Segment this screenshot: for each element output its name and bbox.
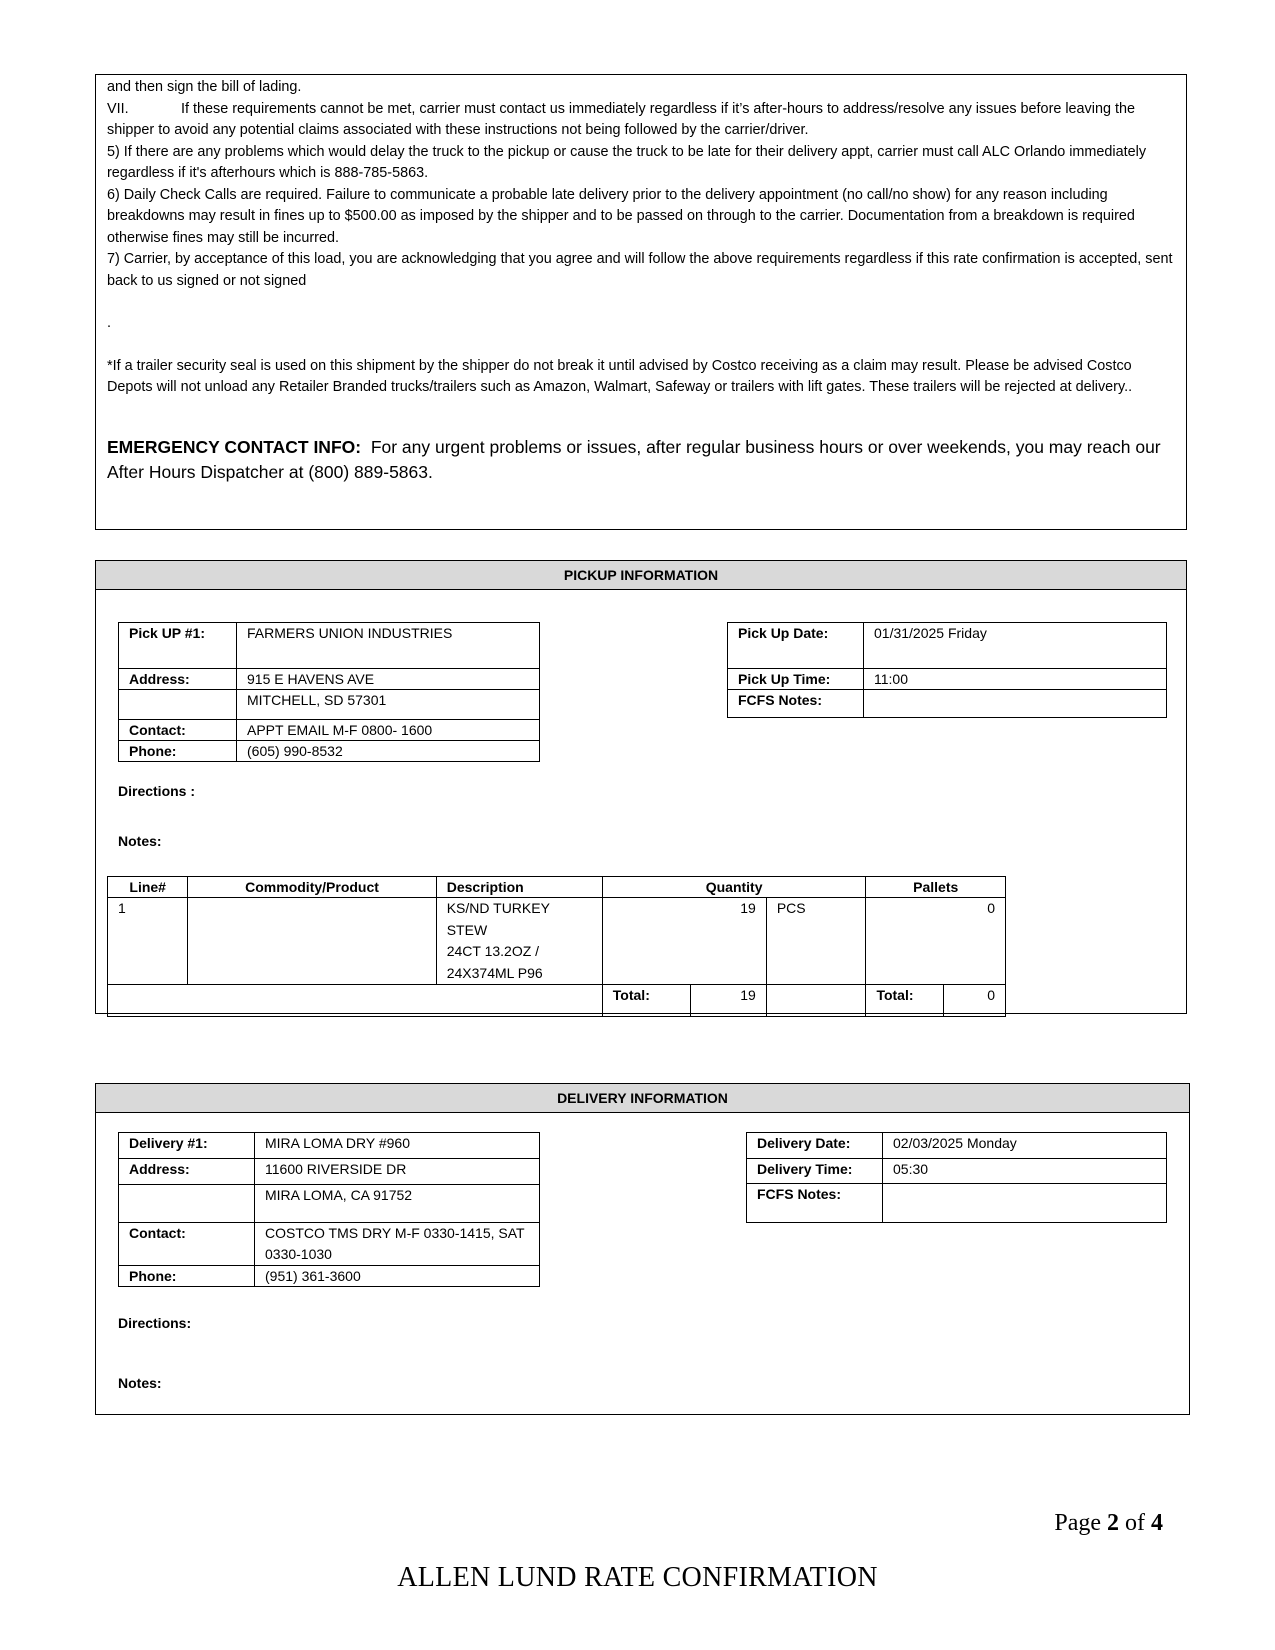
delivery-contact-value: COSTCO TMS DRY M-F 0330-1415, SAT 0330-1030 [255,1223,540,1266]
page-prefix: Page [1054,1510,1101,1536]
emergency-text: For any urgent problems or issues, after regular business hours or over weekends, you may reach our After Hours Dispatcher at (800) 889-5863. [107,436,1161,482]
empty-cell [766,985,866,1017]
pickup-address-line1: 915 E HAVENS AVE [237,669,540,690]
page-current: 2 [1107,1510,1119,1536]
terms-item-5: 5) If there are any problems which would delay the truck to the pickup or cause the truck to be late for their delivery appt, carrier must call ALC Orlando immediately regardless if it's afterhours which is 888-785-5863. [107,143,1147,181]
delivery-date-table [746,1132,1167,1223]
pickup-time-value: 11:00 [864,669,1167,690]
spacer [107,335,1175,356]
row-description [436,898,602,985]
terms-item-vii-text: If these requirements cannot be met, carrier must contact us immediately regardless if it’s after-hours to address/resolve any issues before leaving the shipper to avoid any potential claims associated with these instructions not being followed by the carrier/driver. [107,100,1135,138]
pickup-date-value: 01/31/2025 Friday [864,623,1167,669]
delivery-time-label: Delivery Time: [747,1159,883,1184]
pickup-notes-label: Notes: [118,833,162,849]
page-of: of [1125,1510,1145,1536]
delivery-header: DELIVERY INFORMATION [96,1084,1189,1113]
pickup-stop-value: FARMERS UNION INDUSTRIES [237,623,540,669]
table-row [108,898,1006,985]
pickup-stop-table [118,622,540,762]
pickup-phone-value: (605) 990-8532 [237,741,540,762]
terms-dot: . [107,315,111,331]
total-quantity: 19 [691,985,766,1017]
row-unit: PCS [766,898,866,985]
delivery-phone-value: (951) 361-3600 [255,1266,540,1287]
terms-item-7: 7) Carrier, by acceptance of this load, you are acknowledging that you agree and will follow the above requirements regardless if this rate confirmation is accepted, sent back to us signed or not signed [107,251,1173,289]
pickup-contact-label: Contact: [119,720,237,741]
total-pallets: 0 [943,985,1005,1017]
empty-cell [119,1185,255,1223]
pickup-items-table [107,876,1006,1017]
delivery-address-line2: MIRA LOMA, CA 91752 [255,1185,540,1223]
row-description-line: 24X374ML P96 [446,964,543,981]
pickup-address-label: Address: [119,669,237,690]
terms-line: and then sign the bill of lading. [107,79,302,95]
col-line: Line# [108,877,188,898]
seal-note: *If a trailer security seal is used on this shipment by the shipper do not break it until advised by Costco receiving as a claim may result. Please be advised Costco Depots will not unload any Retailer Branded trucks/trailers such as Amazon, Walmart, Safeway or trailers with lift gates. These trailers will be rejected at delivery.. [107,357,1133,395]
emergency-contact [107,435,1175,485]
empty-cell [108,985,603,1017]
terms-item-6: 6) Daily Check Calls are required. Failure to communicate a probable late delivery prior to the delivery appointment (no call/no show) for any reason including breakdowns may result in fines up to $500.00 as imposed by the shipper and to be passed on through to the carrier. Documentation from a breakdown is required otherwise fines may still be incurred. [107,186,1135,246]
pickup-fcfs-label: FCFS Notes: [728,690,864,718]
pickup-header: PICKUP INFORMATION [96,561,1186,590]
row-quantity: 19 [602,898,766,985]
delivery-address-line1: 11600 RIVERSIDE DR [255,1159,540,1185]
page-number [1054,1510,1163,1537]
delivery-stop-table [118,1132,540,1287]
spacer [107,292,1175,313]
roman-numeral: VII. [107,100,129,117]
document-title: ALLEN LUND RATE CONFIRMATION [397,1562,878,1593]
row-line: 1 [108,898,188,985]
delivery-notes-label: Notes: [118,1375,162,1391]
page-total: 4 [1151,1510,1163,1536]
delivery-date-label: Delivery Date: [747,1133,883,1159]
col-quantity: Quantity [602,877,866,898]
pickup-directions-label: Directions : [118,783,196,799]
delivery-fcfs-value [883,1184,1167,1223]
row-commodity [188,898,436,985]
empty-cell [119,690,237,720]
requirements-box [95,74,1187,530]
delivery-stop-value: MIRA LOMA DRY #960 [255,1133,540,1159]
delivery-date-value: 02/03/2025 Monday [883,1133,1167,1159]
pickup-time-label: Pick Up Time: [728,669,864,690]
pickup-contact-value: APPT EMAIL M-F 0800- 1600 [237,720,540,741]
delivery-time-value: 05:30 [883,1159,1167,1184]
row-description-line: 24CT 13.2OZ / [446,943,540,959]
emergency-label: EMERGENCY CONTACT INFO: [107,436,362,457]
total-pallets-label: Total: [866,985,943,1017]
col-description: Description [436,877,602,898]
row-description-line: KS/ND TURKEY STEW [446,900,550,938]
pickup-phone-label: Phone: [119,741,237,762]
pickup-date-table [727,622,1167,718]
pickup-address-line2: MITCHELL, SD 57301 [237,690,540,720]
total-quantity-label: Total: [602,985,691,1017]
col-pallets: Pallets [866,877,1006,898]
delivery-phone-label: Phone: [119,1266,255,1287]
delivery-fcfs-label: FCFS Notes: [747,1184,883,1223]
delivery-address-label: Address: [119,1159,255,1185]
delivery-contact-label: Contact: [119,1223,255,1266]
delivery-stop-label: Delivery #1: [119,1133,255,1159]
pickup-fcfs-value [864,690,1167,718]
terms-item-vii [107,99,1175,142]
row-pallets: 0 [866,898,1006,985]
col-commodity: Commodity/Product [188,877,436,898]
pickup-stop-label: Pick UP #1: [119,623,237,669]
pickup-date-label: Pick Up Date: [728,623,864,669]
delivery-directions-label: Directions: [118,1315,192,1331]
